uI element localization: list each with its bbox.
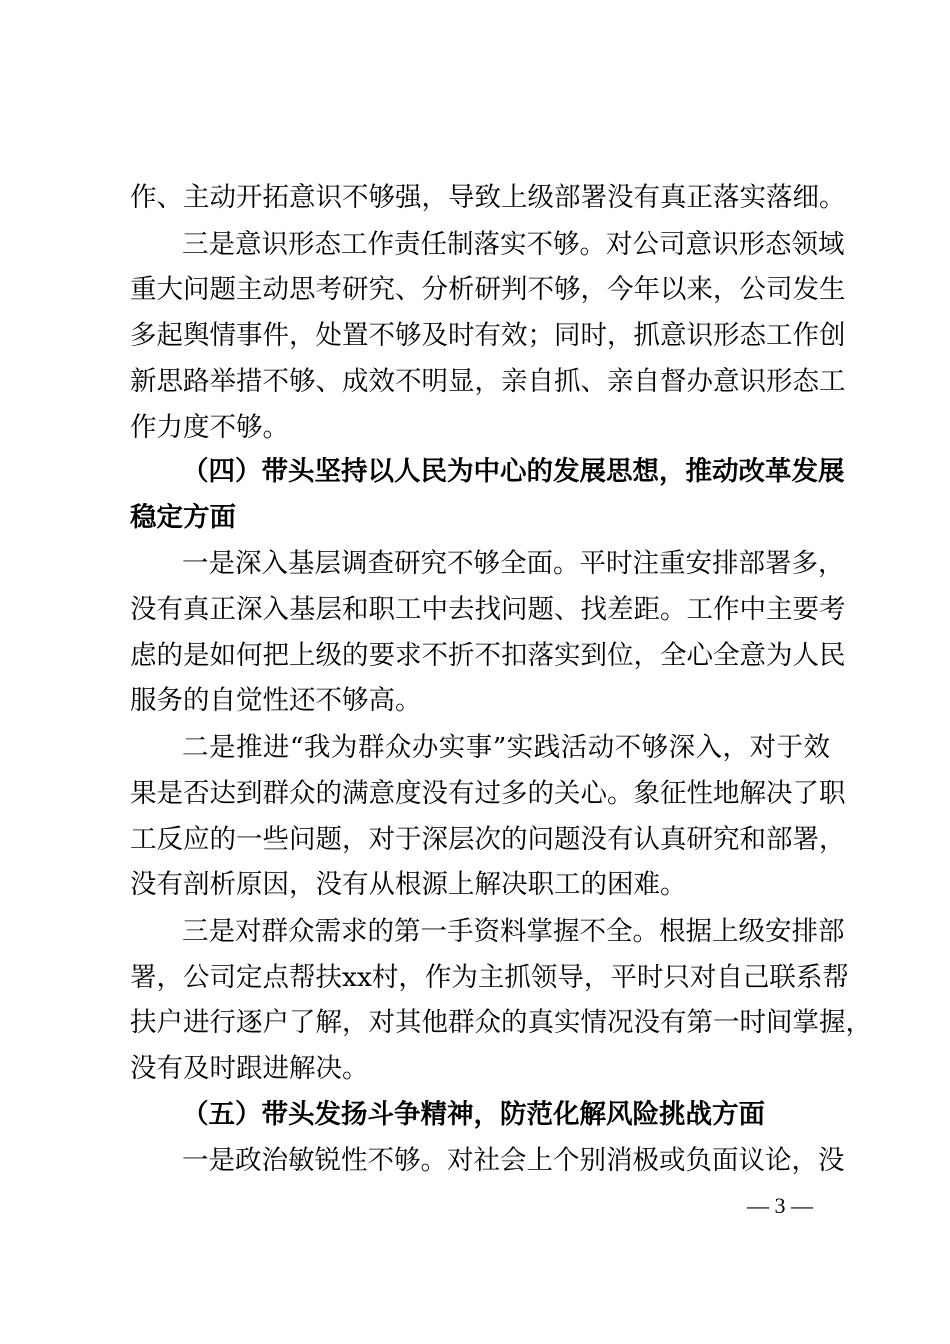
paragraph-line: 三是对群众需求的第一手资料掌握不全。根据上级安排部: [182, 916, 845, 947]
paragraph-line: 没有及时跟进解决。: [130, 1053, 369, 1084]
paragraph-line: 署，公司定点帮扶xx村，作为主抓领导，平时只对自己联系帮: [130, 962, 849, 993]
paragraph-line: 多起舆情事件，处置不够及时有效；同时，抓意识形态工作创: [130, 320, 846, 351]
page-number: — 3 —: [747, 1193, 813, 1218]
paragraph-line: 新思路举措不够、成效不明显，亲自抓、亲自督办意识形态工: [130, 366, 846, 397]
paragraph-line: 虑的是如何把上级的要求不折不扣落实到位，全心全意为人民: [130, 640, 846, 671]
paragraph-line: 一是深入基层调查研究不够全面。平时注重安排部署多，: [182, 548, 845, 579]
paragraph-line: 三是意识形态工作责任制落实不够。对公司意识形态领域: [182, 229, 845, 260]
paragraph-line: 工反应的一些问题，对于深层次的问题没有认真研究和部署，: [130, 824, 846, 855]
section-heading-4: 稳定方面: [130, 502, 236, 533]
paragraph-line: 服务的自觉性还不够高。: [130, 685, 422, 716]
paragraph-line: 重大问题主动思考研究、分析研判不够，今年以来，公司发生: [130, 274, 846, 305]
section-heading-5: （五）带头发扬斗争精神，防范化解风险挑战方面: [182, 1099, 765, 1130]
section-heading-4: （四）带头坚持以人民为中心的发展思想，推动改革发展: [182, 456, 845, 487]
paragraph-line: 果是否达到群众的满意度没有过多的关心。象征性地解决了职: [130, 778, 846, 809]
paragraph-line: 一是政治敏锐性不够。对社会上个别消极或负面议论，没: [182, 1145, 845, 1176]
paragraph-line: 没有真正深入基层和职工中去找问题、找差距。工作中主要考: [130, 594, 846, 625]
paragraph-line: 作力度不够。: [130, 412, 289, 443]
paragraph-line: 二是推进“我为群众办实事”实践活动不够深入，对于效: [182, 732, 830, 763]
paragraph-line: 没有剖析原因，没有从根源上解决职工的困难。: [130, 869, 687, 900]
paragraph-line: 作、主动开拓意识不够强，导致上级部署没有真正落实落细。: [130, 182, 846, 213]
paragraph-line: 扶户进行逐户了解，对其他群众的真实情况没有第一时间掌握，: [130, 1007, 872, 1038]
